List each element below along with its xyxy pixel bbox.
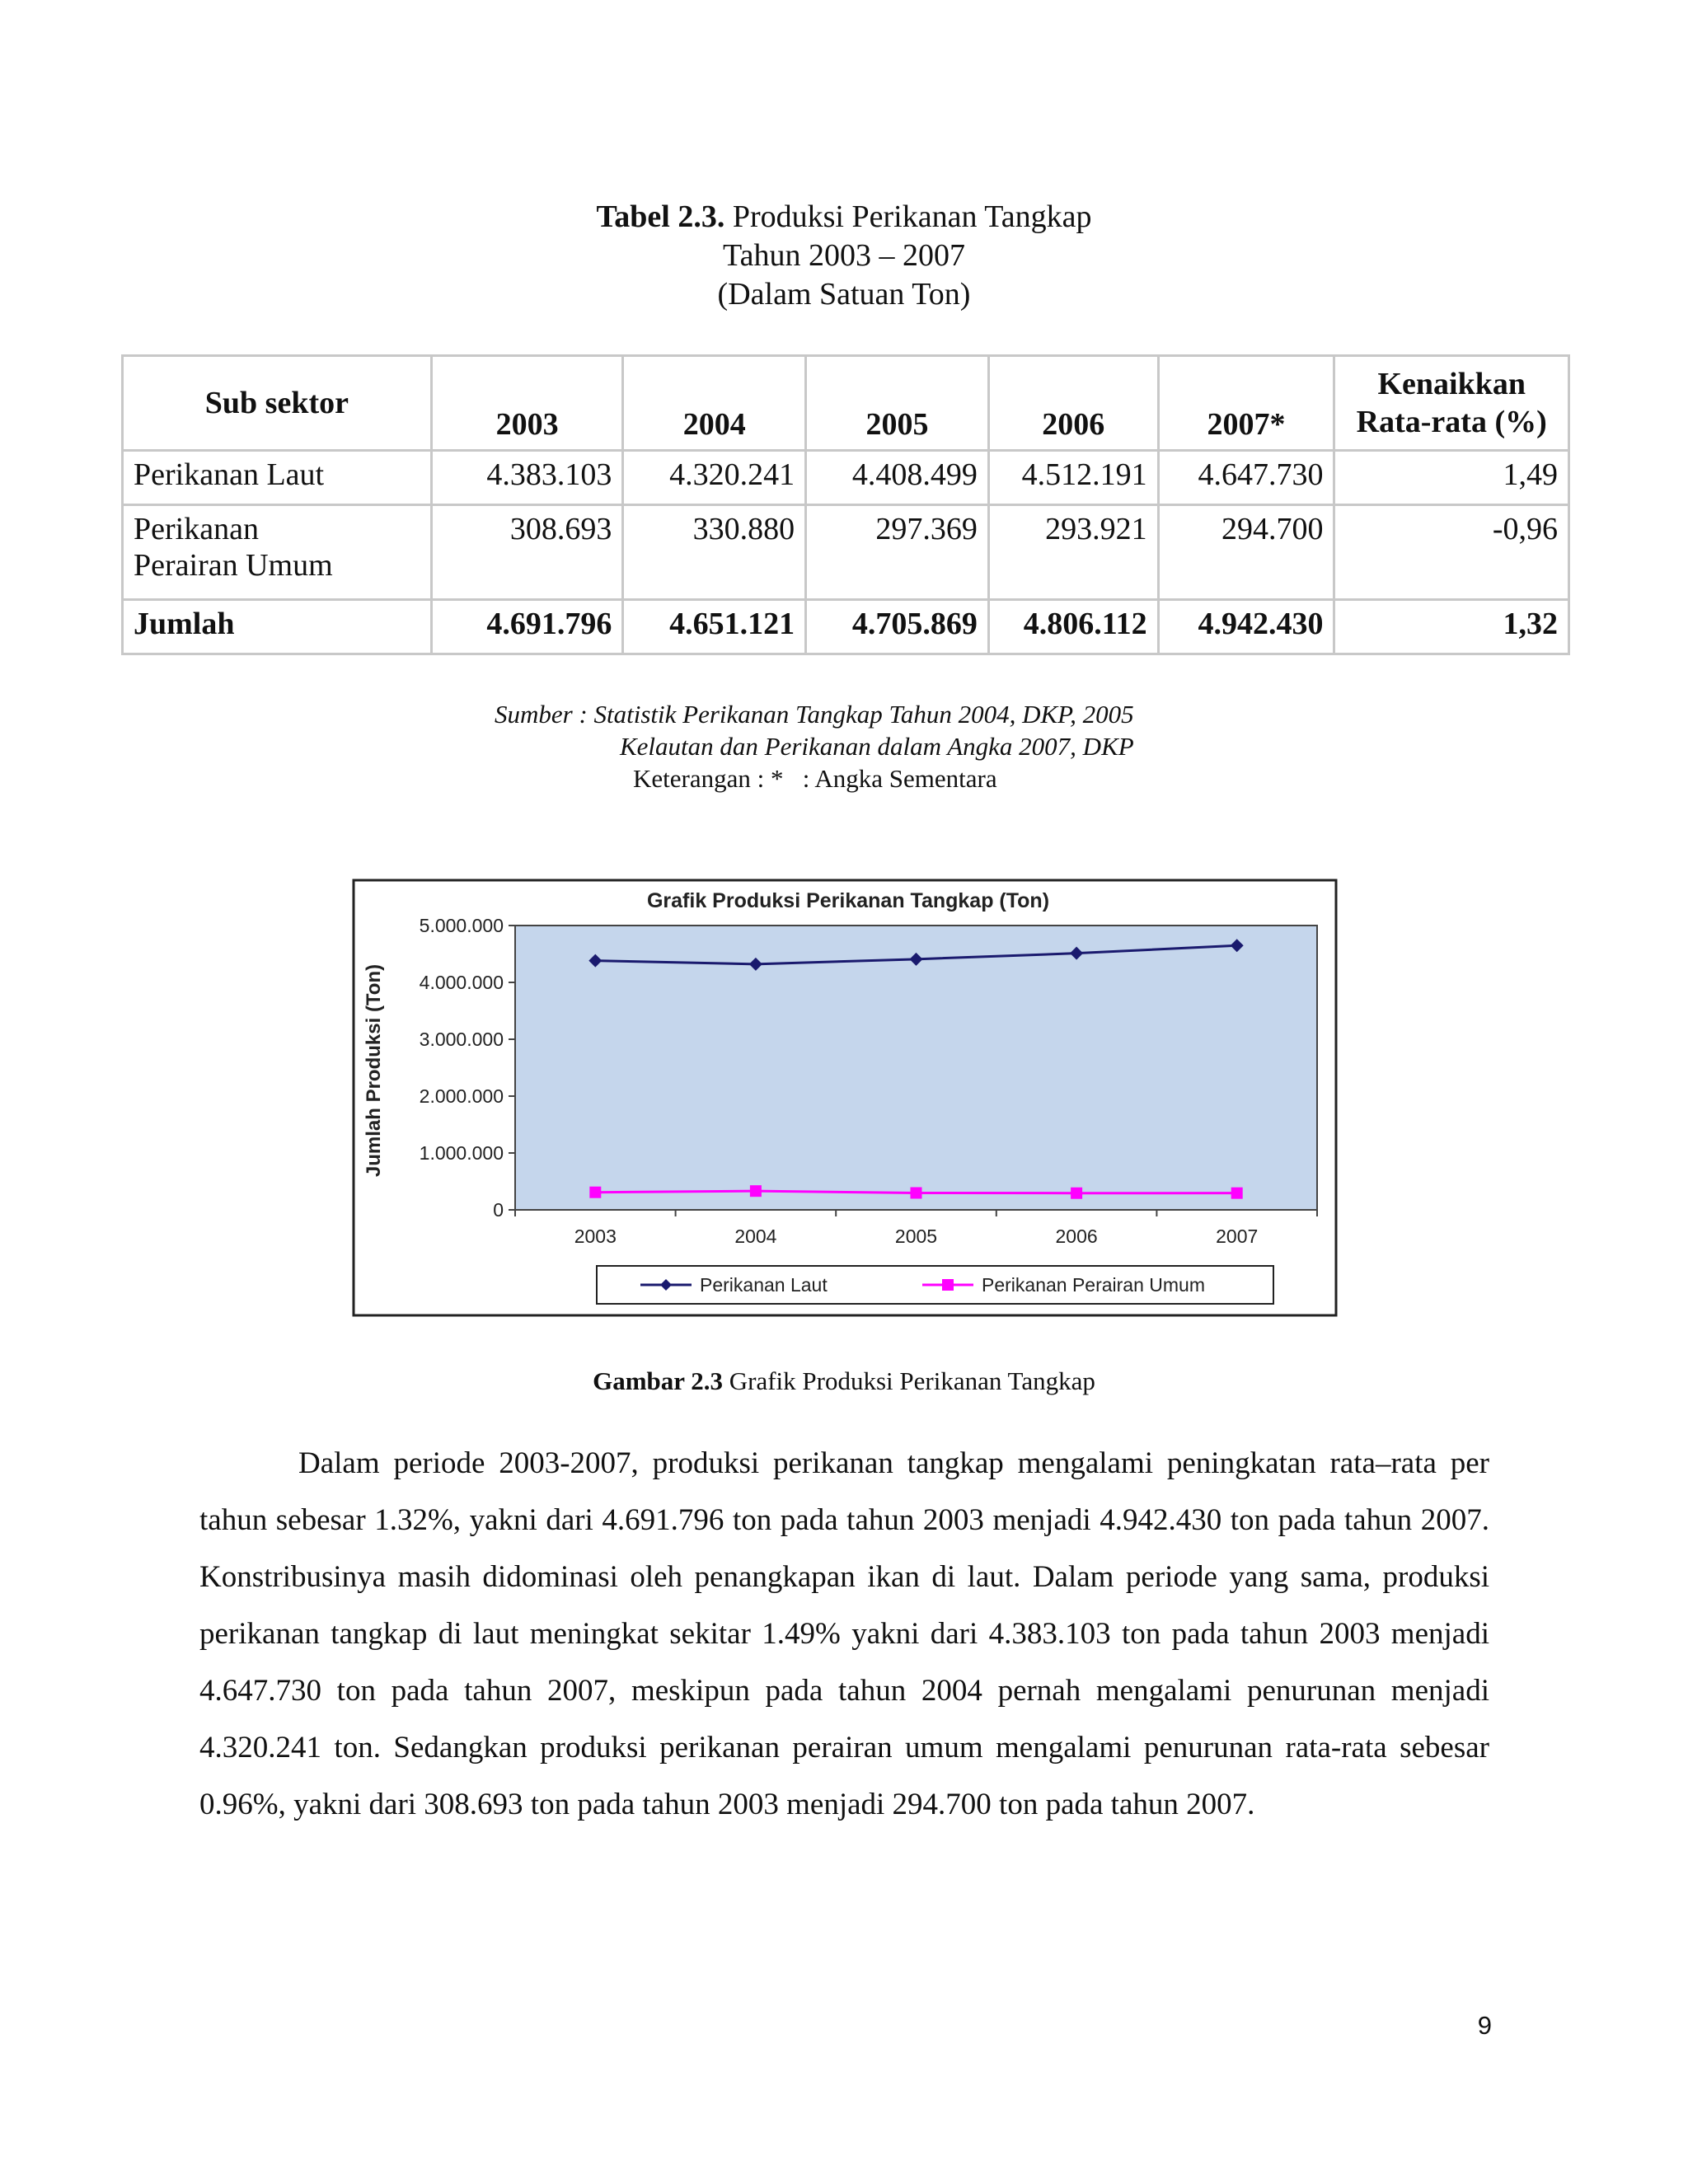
table-caption-years: Tahun 2003 – 2007 (723, 238, 965, 273)
total-value: 1,32 (1334, 600, 1569, 654)
body-paragraph: Dalam periode 2003-2007, produksi perikanan tangkap mengalami peningkatan rata–rata per tahun sebesar 1.32%, yakni dari 4.691.796 ton pada tahun 2003 menjadi 4.942.430 ton pada tahun 2007. Konstribusinya masih didominasi oleh penangkapan ikan di laut. Dalam periode yang sama, produksi perikanan tangkap di laut meningkat sekitar 1.49% yakni dari 4.383.103 ton pada tahun 2003 menjadi 4.647.730 ton pada tahun 2007, meskipun pada tahun 2004 pernah mengalami penurunan menjadi 4.320.241 ton. Sedangkan produksi perikanan perairan umum mengalami penurunan rata-rata sebesar 0.96%, yakni dari 308.693 ton pada tahun 2003 menjadi 294.700 ton pada tahun 2007. (199, 1446, 1489, 1821)
cell-value: 4.383.103 (431, 451, 623, 505)
table-row (123, 451, 1569, 505)
row-label-line1: Perikanan (134, 512, 259, 546)
data-point (750, 1185, 762, 1197)
production-table (121, 354, 1570, 655)
table-caption-label: Tabel 2.3. (596, 199, 725, 234)
source-line-3 (495, 762, 1134, 794)
cell-value: 330.880 (623, 505, 806, 600)
figure-caption-text: Grafik Produksi Perikanan Tangkap (723, 1366, 1095, 1395)
source-note (495, 698, 1134, 794)
chart-title: Grafik Produksi Perikanan Tangkap (Ton) (646, 889, 1050, 912)
cell-value: 4.512.191 (988, 451, 1158, 505)
chart-legend (597, 1266, 1273, 1304)
page-number: 9 (1477, 2011, 1492, 2040)
header-kenaikkan (1334, 356, 1569, 451)
row-label-line2: Perairan Umum (134, 548, 333, 583)
x-tick-label: 2003 (574, 1226, 617, 1247)
table-caption-title: Produksi Perikanan Tangkap (724, 199, 1092, 234)
y-tick-label: 0 (493, 1199, 504, 1221)
x-tick-label: 2004 (734, 1226, 777, 1247)
y-tick-label: 5.000.000 (419, 915, 504, 936)
cell-value: 4.647.730 (1158, 451, 1334, 505)
header-2005: 2005 (806, 356, 989, 451)
cell-value: 297.369 (806, 505, 989, 600)
cell-value: 4.408.499 (806, 451, 989, 505)
header-2006: 2006 (988, 356, 1158, 451)
y-tick-label: 3.000.000 (419, 1029, 504, 1050)
figure-caption (0, 1366, 1688, 1396)
plot-area (515, 926, 1317, 1210)
total-value: 4.806.112 (988, 600, 1158, 654)
header-kenaikkan-line1: Kenaikkan (1377, 367, 1526, 401)
source-line-1: Sumber : Statistik Perikanan Tangkap Tahun 2004, DKP, 2005 (495, 700, 1134, 729)
total-value: 4.651.121 (623, 600, 806, 654)
total-value: 4.705.869 (806, 600, 989, 654)
table-row (123, 505, 1569, 600)
data-point (1231, 1188, 1243, 1199)
data-point (911, 1187, 922, 1198)
figure-caption-label: Gambar 2.3 (593, 1366, 724, 1395)
header-kenaikkan-line2: Rata-rata (%) (1356, 405, 1547, 439)
y-tick-label: 4.000.000 (419, 972, 504, 993)
total-value: 4.691.796 (431, 600, 623, 654)
cell-value: 1,49 (1334, 451, 1569, 505)
table-caption-unit: (Dalam Satuan Ton) (717, 277, 971, 312)
table-header-row (123, 356, 1569, 451)
keterangan-value: : Angka Sementara (802, 764, 997, 793)
total-value: 4.942.430 (1158, 600, 1334, 654)
legend-label-laut: Perikanan Laut (700, 1274, 828, 1296)
cell-value: 294.700 (1158, 505, 1334, 600)
legend-marker-umum (942, 1279, 954, 1291)
chart-y-label: Jumlah Produksi (Ton) (363, 963, 385, 1178)
row-label (123, 505, 432, 600)
x-tick-label: 2007 (1216, 1226, 1259, 1247)
table-total-row (123, 600, 1569, 654)
x-tick-label: 2006 (1055, 1226, 1098, 1247)
table-caption (0, 198, 1688, 314)
data-point (589, 1187, 601, 1198)
source-line-2: Kelautan dan Perikanan dalam Angka 2007, DKP (620, 732, 1134, 761)
data-point (1071, 1188, 1082, 1199)
header-2004: 2004 (623, 356, 806, 451)
keterangan-label: Keterangan : * (633, 764, 784, 793)
header-sub-sektor: Sub sektor (123, 356, 432, 451)
header-2003: 2003 (431, 356, 623, 451)
legend-label-umum: Perikanan Perairan Umum (982, 1274, 1206, 1296)
y-tick-label: 2.000.000 (419, 1085, 504, 1107)
cell-value: 308.693 (431, 505, 623, 600)
cell-value: 4.320.241 (623, 451, 806, 505)
total-label: Jumlah (123, 600, 432, 654)
header-2007: 2007* (1158, 356, 1334, 451)
y-tick-label: 1.000.000 (419, 1142, 504, 1164)
production-chart (352, 879, 1338, 1317)
cell-value: -0,96 (1334, 505, 1569, 600)
row-label: Perikanan Laut (123, 451, 432, 505)
x-tick-label: 2005 (894, 1226, 938, 1247)
cell-value: 293.921 (988, 505, 1158, 600)
body-text (199, 1435, 1489, 1833)
